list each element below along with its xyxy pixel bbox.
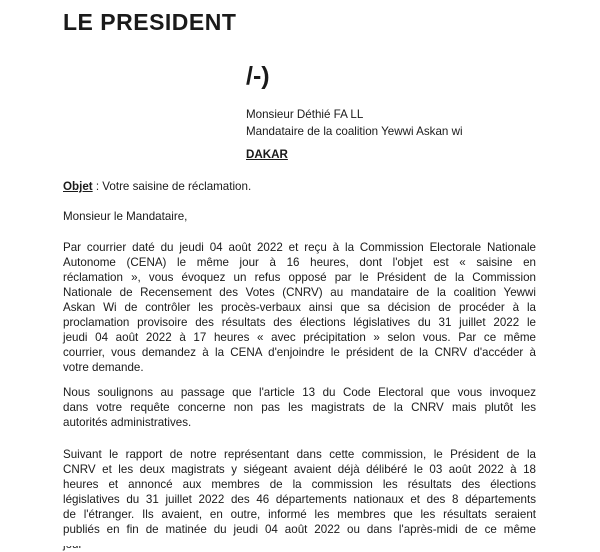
paragraph-line: jeudi 04 août 2022 à 17 heures « avec précipitation » selon vous. Par ce même <box>63 331 536 344</box>
paragraph-line: publiés en fin de matinée du jeudi 04 août 2022 ou dans l'après-midi de ce même <box>63 523 536 536</box>
paragraph-line: réclamation », vous évoquez un refus opposé par le Président de la Commission <box>63 271 536 284</box>
reference-mark: /-) <box>246 62 270 90</box>
paragraph-line: Askan Wi de contrôler les procès-verbaux ainsi que sa décision de procéder à la <box>63 301 536 314</box>
paragraph-line: autorités administratives. <box>63 416 192 429</box>
recipient-city: DAKAR <box>246 148 288 161</box>
paragraph-line: votre demande. <box>63 361 144 374</box>
paragraph-line: dans votre requête concerne non pas les magistrats de la CNRV mais plutôt les <box>63 401 536 414</box>
recipient-name: Monsieur Déthié FA LL <box>246 108 364 121</box>
object-label: Objet <box>63 180 93 193</box>
paragraph-line: de l'étranger. Ils avaient, en outre, informé les membres que les résultats seraient <box>63 508 536 521</box>
recipient-role: Mandataire de la coalition Yewwi Askan wi <box>246 125 463 138</box>
object-line <box>63 180 251 193</box>
paragraph-3 <box>63 447 536 552</box>
paragraph-2 <box>63 385 536 430</box>
paragraph-line: proclamation provisoire des résultats des élections législatives du 31 juillet 2022 le <box>63 316 536 329</box>
paragraph-line: Nationale de Recensement des Votes (CNRV) au mandataire de la coalition Yewwi <box>63 286 536 299</box>
paragraph-line: Autonome (CENA) le même jour à 16 heures, dont l'objet est « saisine en <box>63 256 536 269</box>
salutation: Monsieur le Mandataire, <box>63 210 188 223</box>
paragraph-line: CNRV et les deux magistrats y siégeant avaient déjà délibéré le 03 août 2022 à 18 <box>63 463 536 476</box>
object-text: : Votre saisine de réclamation. <box>92 180 252 193</box>
paragraph-line: Nous soulignons au passage que l'article 13 du Code Electoral que vous invoquez <box>63 386 536 399</box>
paragraph-line: courrier, vous demandez à la CENA d'enjoindre le président de la CNRV d'accéder à <box>63 346 536 359</box>
paragraph-line: législatives du 31 juillet 2022 des 46 départements nationaux et des 8 départements <box>63 493 536 506</box>
page-crop-edge <box>0 538 600 546</box>
recipient-block <box>246 106 463 140</box>
paragraph-line: heures et annoncé aux membres de la commission les résultats des élections <box>63 478 536 491</box>
paragraph-1 <box>63 240 536 375</box>
paragraph-line: Suivant le rapport de notre représentant dans cette commission, le Président de la <box>63 448 536 461</box>
paragraph-line: Par courrier daté du jeudi 04 août 2022 et reçu à la Commission Electorale Nationale <box>63 241 536 254</box>
sender-heading: LE PRESIDENT <box>63 9 237 35</box>
